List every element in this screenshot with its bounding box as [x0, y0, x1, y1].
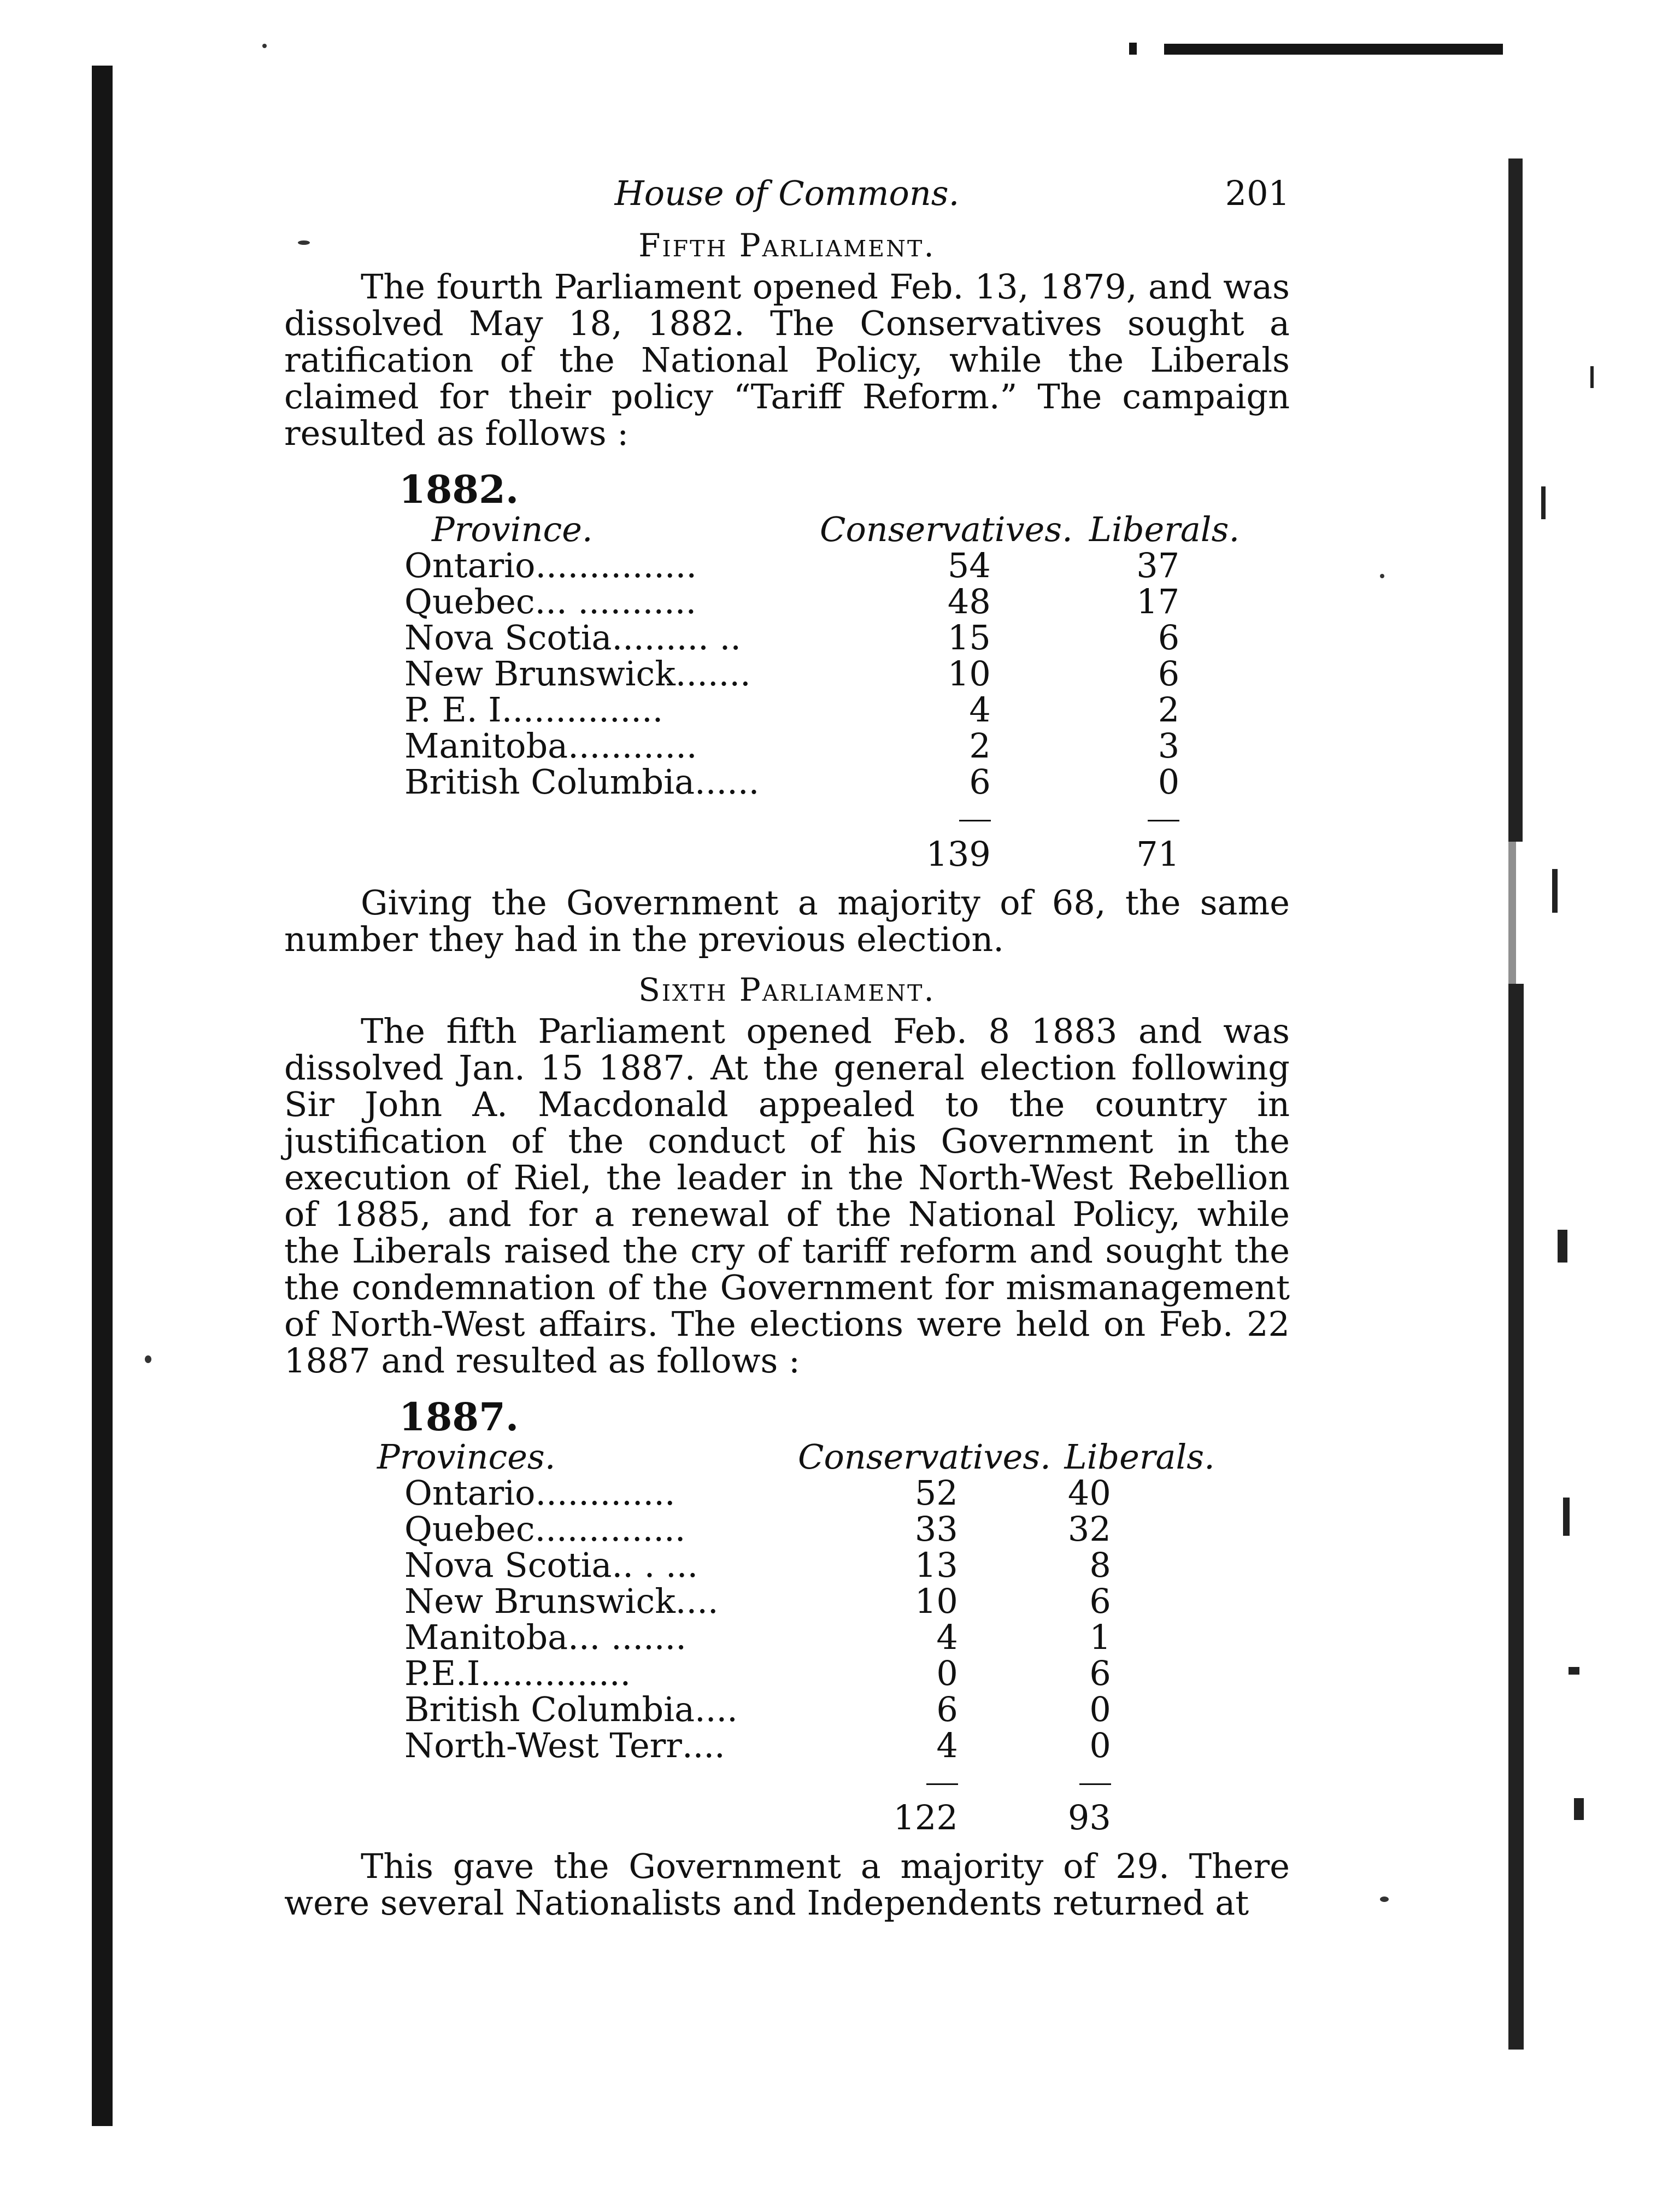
conservatives-seats: 6: [936, 1689, 958, 1729]
table-row: [377, 1619, 1215, 1655]
conservatives-seats: 15: [947, 618, 991, 657]
leader-dots: .. . ...: [612, 1545, 698, 1585]
conservatives-seats: 6: [969, 762, 991, 802]
conservatives-seats: 10: [947, 654, 991, 694]
conservatives-seats: 4: [936, 1725, 958, 1765]
year-heading-1887: 1887.: [399, 1394, 519, 1440]
leader-dots: ....: [675, 1581, 719, 1621]
liberals-seats: 40: [1067, 1473, 1111, 1513]
header-province: Provinces.: [377, 1437, 556, 1477]
paragraph-fifth: The fourth Parliament opened Feb. 13, 1879, and was dissolved May 18, 1882. The Conservatives sought a ratification of the National Policy, while the Liberals claimed for their policy “Tariff Reform.” The campaign resulted as follows :: [284, 267, 1290, 453]
table-row: [393, 584, 1240, 620]
leader-dots: ..............: [480, 1653, 631, 1693]
leader-dots: ............: [568, 726, 697, 766]
liberals-seats: 6: [1089, 1653, 1111, 1693]
header-liberals: Liberals.: [1089, 509, 1240, 549]
header-conservatives: Conservatives.: [820, 509, 1073, 549]
leader-dots: ......... ..: [612, 618, 742, 657]
liberals-seats: 8: [1089, 1545, 1111, 1585]
liberals-seats: 37: [1136, 545, 1180, 585]
total-rule: [926, 1783, 958, 1785]
table-row: [393, 764, 1240, 800]
year-heading-1882: 1882.: [399, 467, 519, 512]
province-name: British Columbia: [404, 1689, 695, 1729]
province-name: North-West Terr: [404, 1725, 682, 1765]
table-row: [393, 728, 1240, 764]
table-row: [377, 1547, 1215, 1583]
conservatives-seats: 48: [947, 582, 991, 621]
liberals-seats: 0: [1089, 1689, 1111, 1729]
section-heading-fifth: Fifth Parliament.: [638, 227, 936, 264]
province-name: Manitoba: [404, 726, 568, 766]
total-rule: [959, 820, 991, 821]
conservatives-seats: 54: [947, 545, 991, 585]
table-row: [377, 1475, 1215, 1511]
total-liberals: 93: [1067, 1798, 1111, 1837]
leader-dots: ... ...........: [534, 582, 697, 621]
total-rule-row: [393, 800, 1240, 836]
province-name: New Brunswick: [404, 1581, 675, 1621]
total-rule: [1148, 820, 1179, 821]
leader-dots: .............: [535, 1473, 675, 1513]
scan-binding-edge: [92, 66, 113, 2126]
province-name: Quebec: [404, 582, 535, 621]
conservatives-seats: 2: [969, 726, 991, 766]
leader-dots: ...............: [501, 690, 663, 730]
table-row: [377, 1655, 1215, 1692]
province-name: P. E. I: [404, 690, 502, 730]
table-row: [377, 1692, 1215, 1728]
paragraph-majority-1887: This gave the Government a majority of 29. There were several Nationalists and Independents returned at: [284, 1846, 1290, 1923]
province-name: Nova Scotia: [404, 1545, 612, 1585]
conservatives-seats: 4: [936, 1617, 958, 1657]
results-table-1887: [377, 1439, 1215, 1836]
page-number: 201: [1225, 173, 1290, 213]
province-name: British Columbia: [404, 762, 695, 802]
liberals-seats: 0: [1158, 762, 1180, 802]
conservatives-seats: 4: [969, 690, 991, 730]
liberals-seats: 6: [1089, 1581, 1111, 1621]
province-name: Nova Scotia: [404, 618, 612, 657]
running-head: [284, 175, 1290, 213]
table-row: [393, 656, 1240, 692]
conservatives-seats: 13: [914, 1545, 958, 1585]
conservatives-seats: 0: [936, 1653, 958, 1693]
table-row: [377, 1511, 1215, 1547]
total-conservatives: 122: [893, 1798, 958, 1837]
scan-speck: [262, 44, 267, 48]
province-name: P.E.I: [404, 1653, 480, 1693]
liberals-seats: 0: [1089, 1725, 1111, 1765]
scan-speck: [145, 1355, 151, 1363]
leader-dots: ....: [682, 1725, 725, 1765]
province-name: Manitoba: [404, 1617, 568, 1657]
province-name: Quebec: [404, 1509, 535, 1549]
leader-dots: ...............: [535, 545, 697, 585]
province-name: New Brunswick: [404, 654, 675, 694]
total-liberals: 71: [1136, 834, 1180, 874]
liberals-seats: 2: [1158, 690, 1180, 730]
conservatives-seats: 10: [914, 1581, 958, 1621]
section-heading-sixth: Sixth Parliament.: [638, 971, 936, 1008]
table-header: [393, 512, 1240, 548]
table-row: [377, 1728, 1215, 1764]
totals-row: [377, 1800, 1215, 1836]
leader-dots: ....: [695, 1689, 738, 1729]
total-conservatives: 139: [926, 834, 991, 874]
scan-top-rule: [1164, 44, 1503, 55]
header-liberals: Liberals.: [1064, 1437, 1215, 1477]
province-name: Ontario: [404, 545, 536, 585]
liberals-seats: 6: [1158, 654, 1180, 694]
scan-mark: [1129, 43, 1137, 55]
leader-dots: .......: [675, 654, 751, 694]
liberals-seats: 6: [1158, 618, 1180, 657]
header-province: Province.: [432, 509, 593, 549]
table-row: [393, 692, 1240, 728]
header-conservatives: Conservatives.: [798, 1437, 1051, 1477]
scan-right-edge: [1503, 158, 1623, 2071]
paragraph-sixth: The fifth Parliament opened Feb. 8 1883 and was dissolved Jan. 15 1887. At the general election following Sir John A. Macdonald appealed to the country in justification of the conduct of his Government in the execution of Riel, the leader in the North-West Rebellion of 1885, and for a renewal of the National Policy, while the Liberals raised the cry of tariff reform and sought the the condemnation of the Government for mismanagement of North-West affairs. The elections were held on Feb. 22 1887 and resulted as follows :: [284, 1011, 1290, 1381]
liberals-seats: 32: [1067, 1509, 1111, 1549]
liberals-seats: 17: [1136, 582, 1180, 621]
page-content: [284, 175, 1290, 1921]
leader-dots: ......: [695, 762, 760, 802]
leader-dots: ..............: [534, 1509, 686, 1549]
scan-speck: [1380, 574, 1384, 578]
results-table-1882: [393, 509, 1240, 874]
table-row: [377, 1583, 1215, 1619]
total-rule: [1079, 1783, 1111, 1785]
table-row: [393, 620, 1240, 656]
leader-dots: ... .......: [568, 1617, 686, 1657]
paragraph-majority-1882: Giving the Government a majority of 68, the same number they had in the previous election.: [284, 883, 1290, 959]
running-head-title: House of Commons.: [614, 173, 960, 213]
scan-speck: [1380, 1897, 1389, 1902]
conservatives-seats: 33: [914, 1509, 958, 1549]
table-row: [393, 548, 1240, 584]
conservatives-seats: 52: [914, 1473, 958, 1513]
total-rule-row: [377, 1764, 1215, 1800]
liberals-seats: 1: [1089, 1617, 1111, 1657]
totals-row: [393, 836, 1240, 872]
table-header: [377, 1439, 1215, 1475]
province-name: Ontario: [404, 1473, 536, 1513]
liberals-seats: 3: [1158, 726, 1180, 766]
